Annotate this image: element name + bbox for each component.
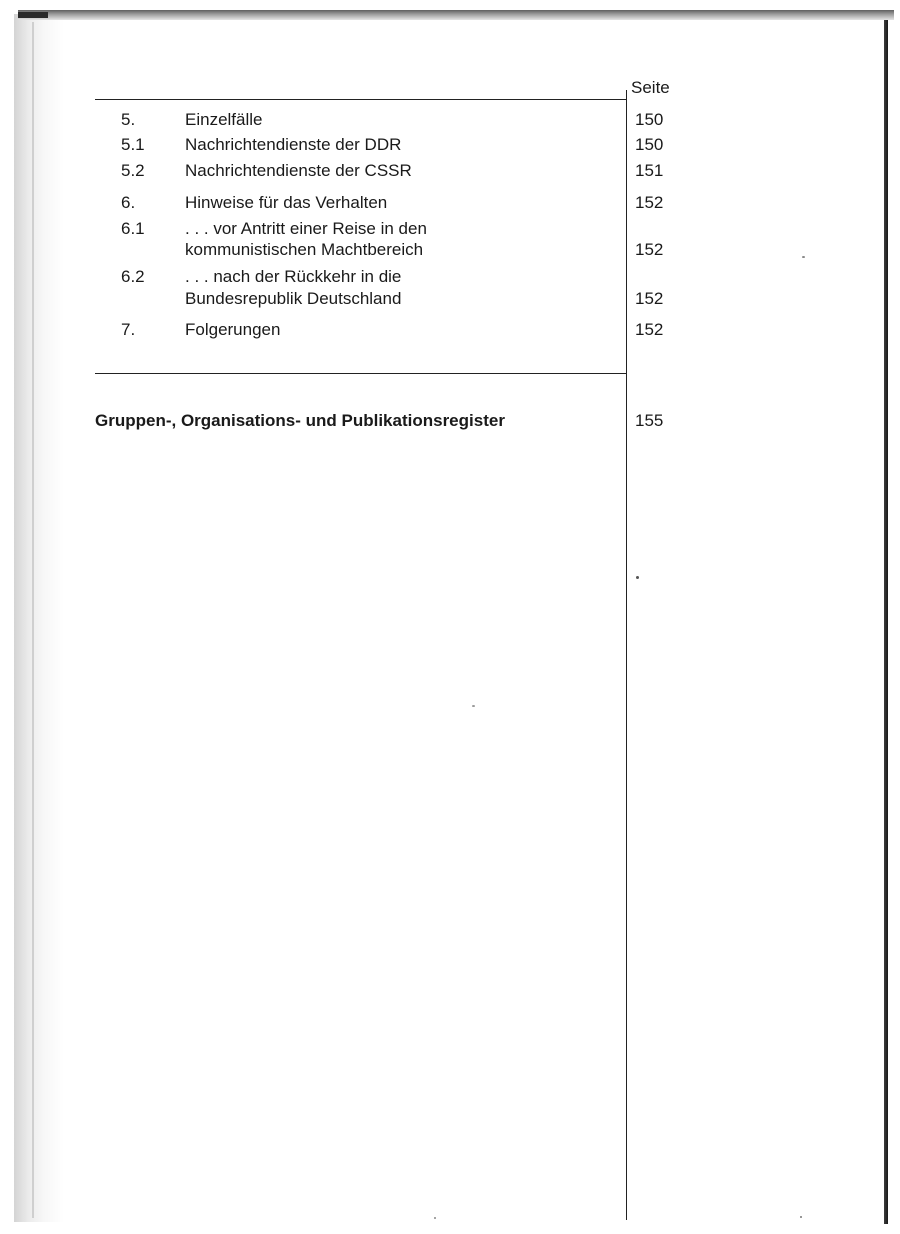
toc-entry-number: 6. — [121, 193, 136, 212]
toc-entry-5-2 — [0, 160, 900, 182]
toc-entry-page: 152 — [635, 289, 664, 308]
toc-entry-page: 150 — [635, 135, 664, 154]
toc-entry-title-line2: kommunistischen Machtbereich — [185, 240, 424, 259]
toc-entry-title: Hinweise für das Verhalten — [185, 193, 388, 212]
toc-entry-page: 152 — [635, 240, 664, 259]
toc-entry-page: 152 — [635, 320, 664, 339]
toc-entry-page: 151 — [635, 161, 664, 180]
toc-entry-number: 5.2 — [121, 161, 145, 180]
toc-entry-title: Folgerungen — [185, 320, 281, 339]
toc-entry-number: 5.1 — [121, 135, 145, 154]
toc-entry-6 — [0, 192, 900, 214]
scan-speck — [434, 1217, 436, 1219]
register-entry-title: Gruppen-, Organisations- und Publikationsregister — [95, 411, 505, 430]
toc-entry-6-2 — [0, 266, 900, 310]
toc-top-rule — [95, 99, 627, 100]
scan-speck — [636, 576, 639, 579]
toc-entry-7 — [0, 319, 900, 341]
page-column-header: Seite — [631, 78, 670, 97]
toc-entry-number: 6.1 — [121, 219, 145, 238]
toc-entry-title: Einzelfälle — [185, 110, 263, 129]
register-entry-page: 155 — [635, 411, 664, 430]
toc-entry-title: Nachrichtendienste der CSSR — [185, 161, 412, 180]
toc-entry-title-line1: . . . nach der Rückkehr in die — [185, 267, 402, 286]
toc-bottom-rule — [95, 373, 627, 374]
toc-entry-number: 5. — [121, 110, 136, 129]
toc-entry-5-1 — [0, 134, 900, 156]
toc-entry-6-1 — [0, 218, 900, 262]
toc-entry-number: 7. — [121, 320, 136, 339]
toc-entry-5 — [0, 109, 900, 131]
scan-speck — [802, 256, 805, 258]
toc-entry-page: 152 — [635, 193, 664, 212]
toc-entry-title-line2: Bundesrepublik Deutschland — [185, 289, 402, 308]
scan-top-corner — [18, 12, 48, 18]
scan-speck — [800, 1216, 802, 1218]
toc-entry-title: Nachrichtendienste der DDR — [185, 135, 402, 154]
toc-entry-page: 150 — [635, 110, 664, 129]
scan-speck — [472, 705, 475, 707]
toc-entry-number: 6.2 — [121, 267, 145, 286]
toc-entry-title-line1: . . . vor Antritt einer Reise in den — [185, 219, 427, 238]
scan-top-edge — [18, 10, 894, 20]
